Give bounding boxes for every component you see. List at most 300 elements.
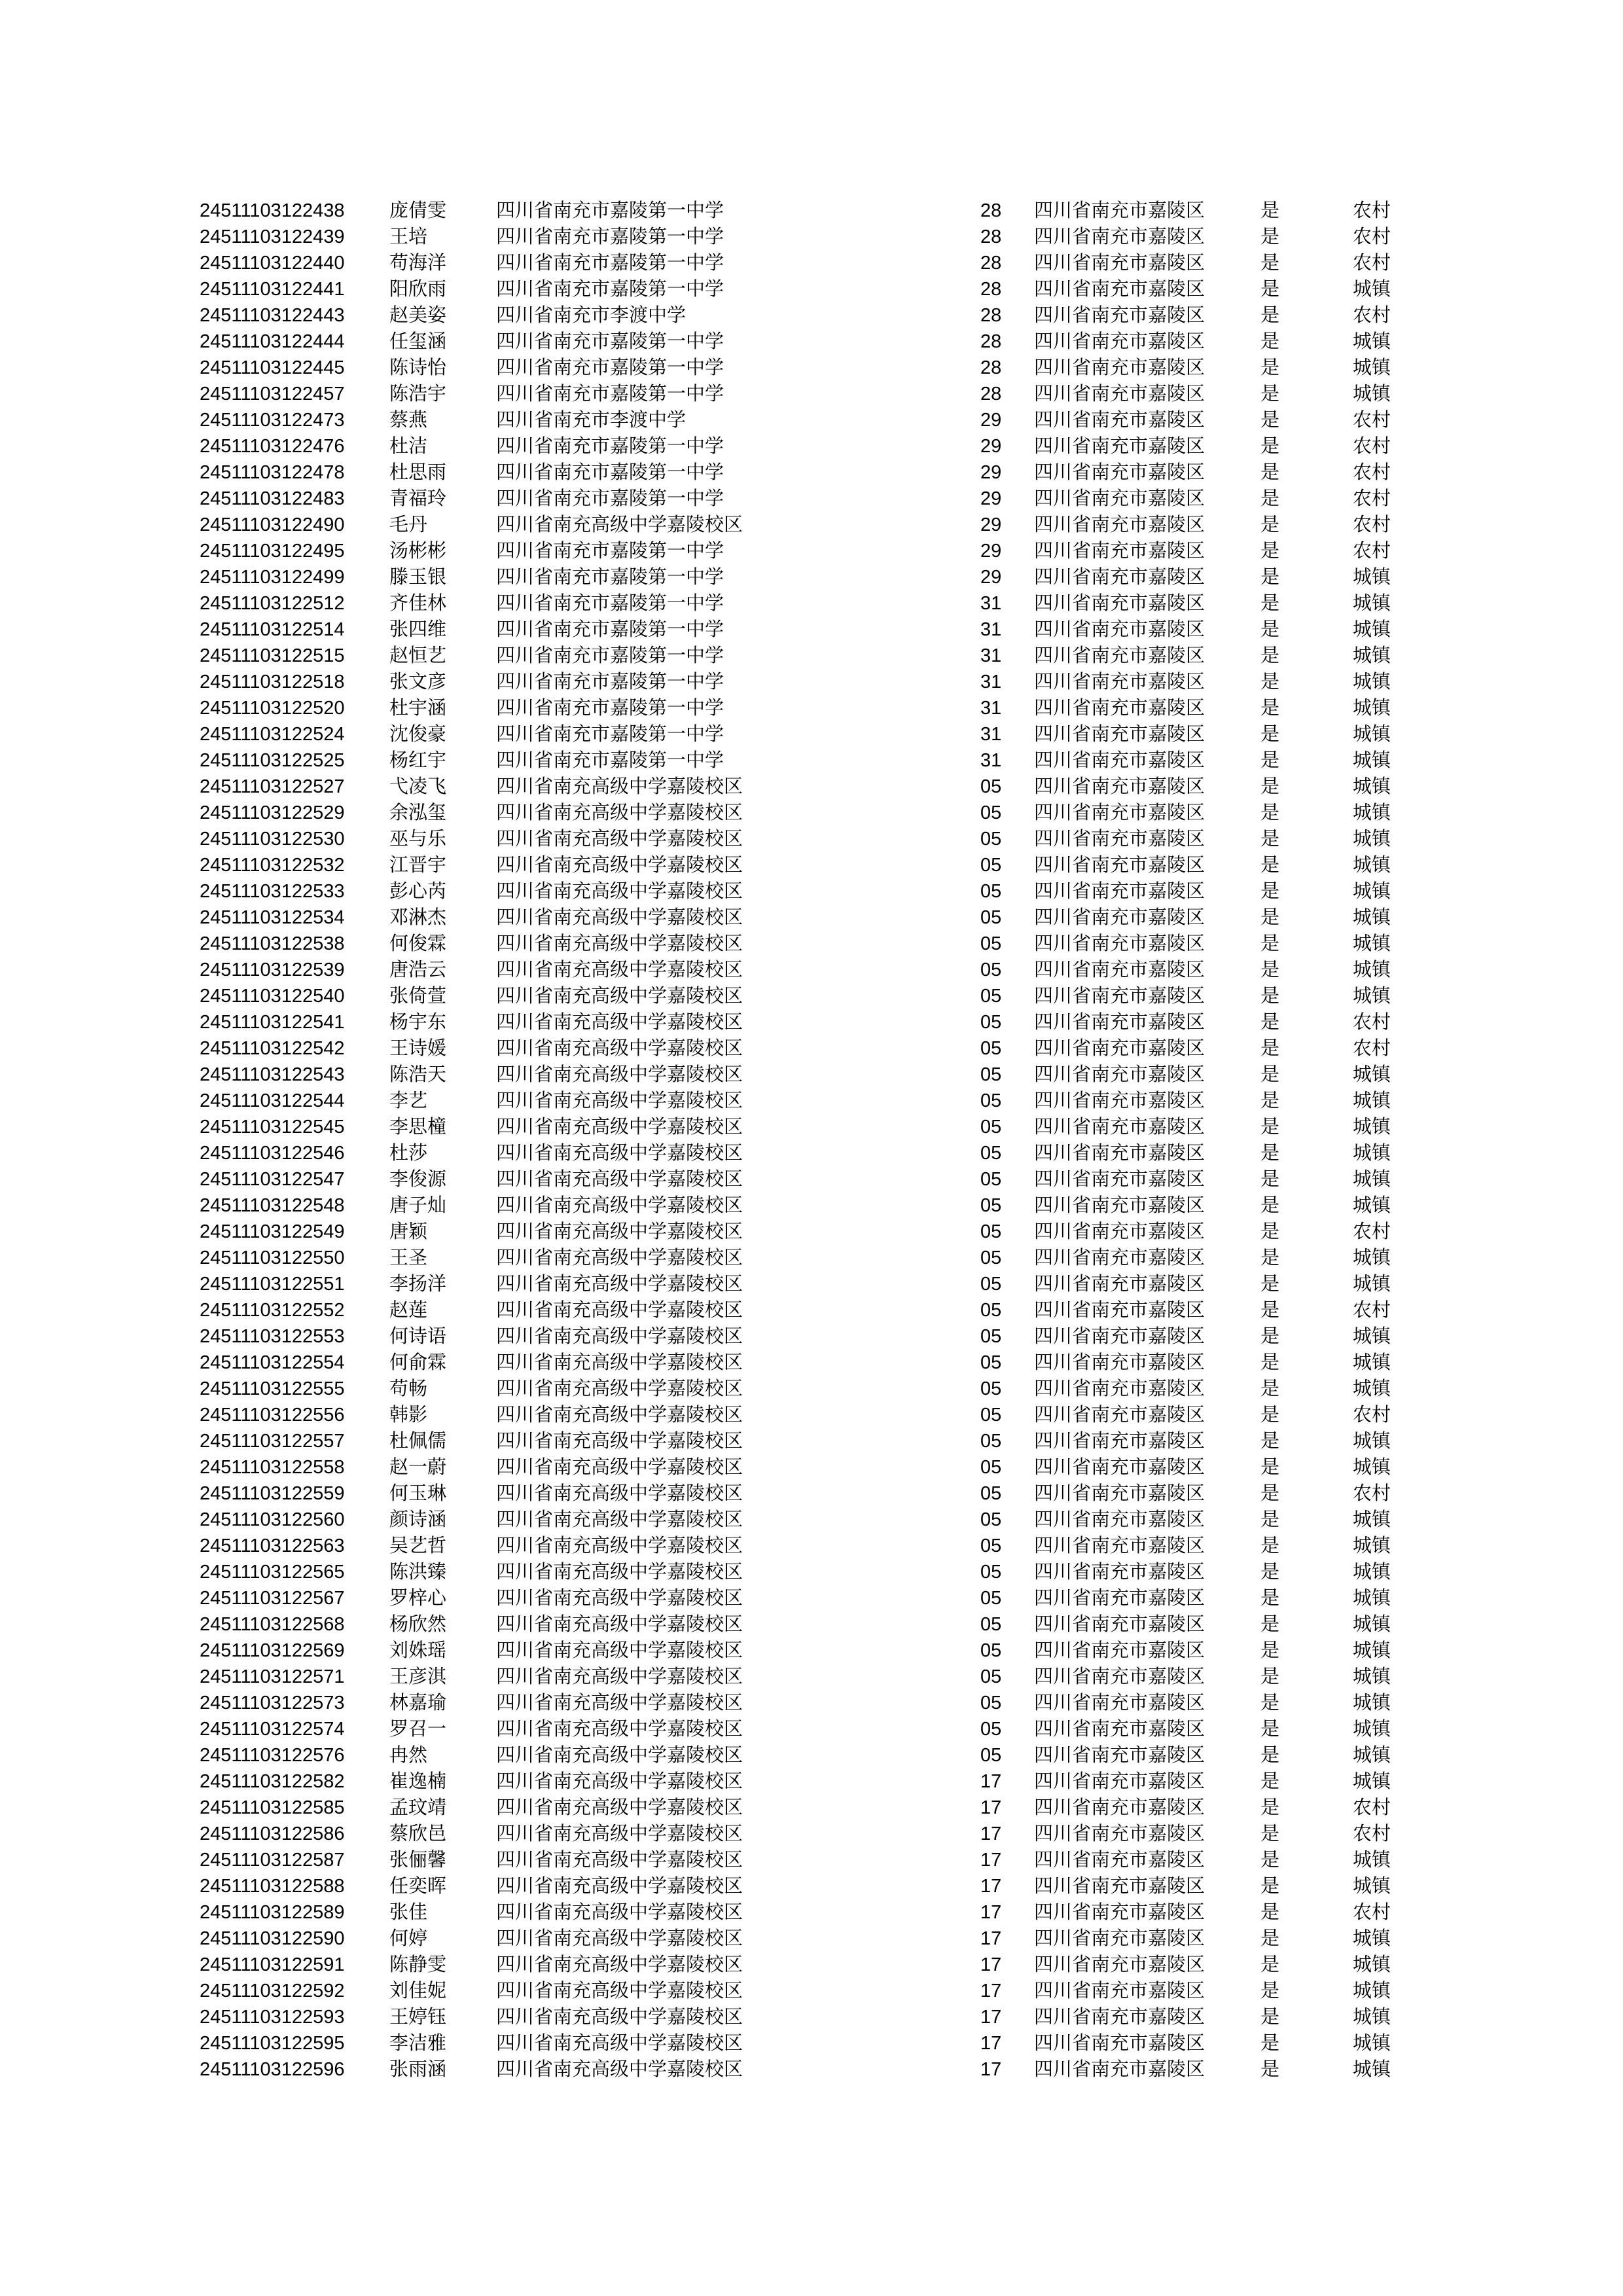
class-code-cell: 05 (980, 802, 1002, 823)
school-cell: 四川省南充市嘉陵第一中学 (496, 462, 724, 483)
school-cell: 四川省南充市嘉陵第一中学 (496, 226, 724, 247)
residence-type-cell: 城镇 (1353, 1588, 1391, 1609)
region-cell: 四川省南充市嘉陵区 (1034, 960, 1205, 980)
student-name-cell: 何俞霖 (389, 1352, 447, 1373)
exam-number-cell: 24511103122540 (200, 986, 345, 1007)
flag-cell: 是 (1260, 541, 1280, 562)
table-row (200, 800, 1412, 826)
class-code-cell: 17 (980, 1876, 1002, 1897)
residence-type-cell: 农村 (1353, 1221, 1391, 1242)
table-row (200, 1035, 1412, 1062)
residence-type-cell: 城镇 (1353, 960, 1391, 980)
exam-number-cell: 24511103122586 (200, 1823, 345, 1844)
student-name-cell: 唐颖 (389, 1221, 428, 1242)
residence-type-cell: 城镇 (1353, 1535, 1391, 1556)
class-code-cell: 29 (980, 462, 1002, 483)
region-cell: 四川省南充市嘉陵区 (1034, 2059, 1205, 2080)
class-code-cell: 05 (980, 1169, 1002, 1190)
flag-cell: 是 (1260, 1981, 1280, 2001)
class-code-cell: 28 (980, 253, 1002, 274)
flag-cell: 是 (1260, 436, 1280, 457)
table-row (200, 774, 1412, 800)
class-code-cell: 05 (980, 1247, 1002, 1268)
table-row (200, 1245, 1412, 1271)
school-cell: 四川省南充高级中学嘉陵校区 (496, 1693, 743, 1713)
student-name-cell: 王彦淇 (389, 1666, 447, 1687)
residence-type-cell: 城镇 (1353, 1090, 1391, 1111)
class-code-cell: 05 (980, 986, 1002, 1007)
region-cell: 四川省南充市嘉陵区 (1034, 1117, 1205, 1138)
student-name-cell: 赵莲 (389, 1300, 428, 1321)
region-cell: 四川省南充市嘉陵区 (1034, 541, 1205, 562)
table-row (200, 1533, 1412, 1559)
residence-type-cell: 城镇 (1353, 1745, 1391, 1766)
flag-cell: 是 (1260, 2059, 1280, 2080)
school-cell: 四川省南充高级中学嘉陵校区 (496, 1640, 743, 1661)
table-row (200, 459, 1412, 486)
table-row (200, 512, 1412, 538)
flag-cell: 是 (1260, 1535, 1280, 1556)
flag-cell: 是 (1260, 1771, 1280, 1792)
flag-cell: 是 (1260, 279, 1280, 300)
class-code-cell: 05 (980, 1562, 1002, 1583)
exam-number-cell: 24511103122559 (200, 1483, 345, 1504)
student-name-cell: 李思橦 (389, 1117, 447, 1138)
school-cell: 四川省南充市嘉陵第一中学 (496, 200, 724, 221)
residence-type-cell: 城镇 (1353, 1693, 1391, 1713)
residence-type-cell: 城镇 (1353, 1169, 1391, 1190)
class-code-cell: 05 (980, 1274, 1002, 1295)
table-row (200, 1795, 1412, 1821)
residence-type-cell: 城镇 (1353, 593, 1391, 614)
residence-type-cell: 城镇 (1353, 357, 1391, 378)
school-cell: 四川省南充高级中学嘉陵校区 (496, 960, 743, 980)
student-name-cell: 赵恒艺 (389, 645, 447, 666)
residence-type-cell: 城镇 (1353, 279, 1391, 300)
school-cell: 四川省南充高级中学嘉陵校区 (496, 1326, 743, 1347)
school-cell: 四川省南充市嘉陵第一中学 (496, 331, 724, 352)
class-code-cell: 05 (980, 907, 1002, 928)
school-cell: 四川省南充高级中学嘉陵校区 (496, 1012, 743, 1033)
school-cell: 四川省南充市嘉陵第一中学 (496, 672, 724, 692)
region-cell: 四川省南充市嘉陵区 (1034, 1352, 1205, 1373)
region-cell: 四川省南充市嘉陵区 (1034, 384, 1205, 404)
region-cell: 四川省南充市嘉陵区 (1034, 1928, 1205, 1949)
region-cell: 四川省南充市嘉陵区 (1034, 1405, 1205, 1426)
class-code-cell: 31 (980, 645, 1002, 666)
table-row (200, 1847, 1412, 1873)
exam-number-cell: 24511103122444 (200, 331, 345, 352)
school-cell: 四川省南充高级中学嘉陵校区 (496, 1274, 743, 1295)
exam-number-cell: 24511103122552 (200, 1300, 345, 1321)
exam-number-cell: 24511103122546 (200, 1143, 345, 1164)
student-table (200, 198, 1412, 2083)
flag-cell: 是 (1260, 1588, 1280, 1609)
table-row (200, 695, 1412, 721)
residence-type-cell: 城镇 (1353, 384, 1391, 404)
region-cell: 四川省南充市嘉陵区 (1034, 1719, 1205, 1740)
student-name-cell: 弋凌飞 (389, 776, 447, 797)
flag-cell: 是 (1260, 1169, 1280, 1190)
school-cell: 四川省南充市李渡中学 (496, 305, 687, 326)
residence-type-cell: 城镇 (1353, 1431, 1391, 1452)
table-row (200, 1585, 1412, 1611)
region-cell: 四川省南充市嘉陵区 (1034, 1693, 1205, 1713)
table-row (200, 198, 1412, 224)
student-name-cell: 何俊霖 (389, 933, 447, 954)
region-cell: 四川省南充市嘉陵区 (1034, 226, 1205, 247)
student-name-cell: 陈浩天 (389, 1064, 447, 1085)
exam-number-cell: 24511103122483 (200, 488, 345, 509)
region-cell: 四川省南充市嘉陵区 (1034, 1195, 1205, 1216)
table-row (200, 905, 1412, 931)
student-name-cell: 孟玟靖 (389, 1797, 447, 1818)
class-code-cell: 05 (980, 855, 1002, 876)
region-cell: 四川省南充市嘉陵区 (1034, 514, 1205, 535)
residence-type-cell: 城镇 (1353, 1850, 1391, 1871)
table-row (200, 1926, 1412, 1952)
region-cell: 四川省南充市嘉陵区 (1034, 253, 1205, 274)
exam-number-cell: 24511103122538 (200, 933, 345, 954)
exam-number-cell: 24511103122582 (200, 1771, 345, 1792)
residence-type-cell: 农村 (1353, 462, 1391, 483)
exam-number-cell: 24511103122445 (200, 357, 345, 378)
exam-number-cell: 24511103122568 (200, 1614, 345, 1635)
region-cell: 四川省南充市嘉陵区 (1034, 724, 1205, 745)
flag-cell: 是 (1260, 1693, 1280, 1713)
class-code-cell: 31 (980, 593, 1002, 614)
exam-number-cell: 24511103122439 (200, 226, 345, 247)
class-code-cell: 17 (980, 2059, 1002, 2080)
region-cell: 四川省南充市嘉陵区 (1034, 802, 1205, 823)
school-cell: 四川省南充市嘉陵第一中学 (496, 593, 724, 614)
region-cell: 四川省南充市嘉陵区 (1034, 933, 1205, 954)
table-row (200, 329, 1412, 355)
flag-cell: 是 (1260, 1143, 1280, 1164)
table-row (200, 2056, 1412, 2083)
school-cell: 四川省南充市李渡中学 (496, 410, 687, 431)
table-row (200, 1978, 1412, 2004)
student-name-cell: 罗梓心 (389, 1588, 447, 1609)
flag-cell: 是 (1260, 1850, 1280, 1871)
flag-cell: 是 (1260, 1797, 1280, 1818)
flag-cell: 是 (1260, 1483, 1280, 1504)
region-cell: 四川省南充市嘉陵区 (1034, 593, 1205, 614)
table-row (200, 1114, 1412, 1140)
student-name-cell: 李艺 (389, 1090, 428, 1111)
residence-type-cell: 城镇 (1353, 1326, 1391, 1347)
class-code-cell: 17 (980, 1981, 1002, 2001)
flag-cell: 是 (1260, 933, 1280, 954)
flag-cell: 是 (1260, 1064, 1280, 1085)
exam-number-cell: 24511103122530 (200, 829, 345, 850)
school-cell: 四川省南充高级中学嘉陵校区 (496, 1535, 743, 1556)
residence-type-cell: 城镇 (1353, 1378, 1391, 1399)
region-cell: 四川省南充市嘉陵区 (1034, 2007, 1205, 2028)
residence-type-cell: 城镇 (1353, 619, 1391, 640)
class-code-cell: 05 (980, 1693, 1002, 1713)
student-name-cell: 蔡欣邑 (389, 1823, 447, 1844)
table-row (200, 1297, 1412, 1323)
table-row (200, 878, 1412, 905)
class-code-cell: 05 (980, 1326, 1002, 1347)
residence-type-cell: 农村 (1353, 488, 1391, 509)
school-cell: 四川省南充高级中学嘉陵校区 (496, 1588, 743, 1609)
table-row (200, 1768, 1412, 1795)
flag-cell: 是 (1260, 1640, 1280, 1661)
table-row (200, 1166, 1412, 1193)
class-code-cell: 05 (980, 1378, 1002, 1399)
class-code-cell: 17 (980, 1928, 1002, 1949)
class-code-cell: 05 (980, 1405, 1002, 1426)
school-cell: 四川省南充市嘉陵第一中学 (496, 436, 724, 457)
class-code-cell: 05 (980, 1064, 1002, 1085)
school-cell: 四川省南充高级中学嘉陵校区 (496, 1247, 743, 1268)
school-cell: 四川省南充高级中学嘉陵校区 (496, 1614, 743, 1635)
exam-number-cell: 24511103122520 (200, 698, 345, 719)
table-row (200, 747, 1412, 774)
school-cell: 四川省南充高级中学嘉陵校区 (496, 2007, 743, 2028)
exam-number-cell: 24511103122495 (200, 541, 345, 562)
student-name-cell: 阳欣雨 (389, 279, 447, 300)
region-cell: 四川省南充市嘉陵区 (1034, 2033, 1205, 2054)
class-code-cell: 28 (980, 384, 1002, 404)
exam-number-cell: 24511103122563 (200, 1535, 345, 1556)
school-cell: 四川省南充高级中学嘉陵校区 (496, 933, 743, 954)
residence-type-cell: 城镇 (1353, 907, 1391, 928)
school-cell: 四川省南充高级中学嘉陵校区 (496, 1666, 743, 1687)
exam-number-cell: 24511103122576 (200, 1745, 345, 1766)
exam-number-cell: 24511103122550 (200, 1247, 345, 1268)
exam-number-cell: 24511103122557 (200, 1431, 345, 1452)
region-cell: 四川省南充市嘉陵区 (1034, 331, 1205, 352)
student-name-cell: 齐佳林 (389, 593, 447, 614)
student-name-cell: 陈洪臻 (389, 1562, 447, 1583)
class-code-cell: 31 (980, 619, 1002, 640)
region-cell: 四川省南充市嘉陵区 (1034, 1745, 1205, 1766)
school-cell: 四川省南充市嘉陵第一中学 (496, 567, 724, 588)
table-row (200, 590, 1412, 617)
residence-type-cell: 城镇 (1353, 331, 1391, 352)
flag-cell: 是 (1260, 1876, 1280, 1897)
exam-number-cell: 24511103122545 (200, 1117, 345, 1138)
flag-cell: 是 (1260, 829, 1280, 850)
school-cell: 四川省南充高级中学嘉陵校区 (496, 1300, 743, 1321)
region-cell: 四川省南充市嘉陵区 (1034, 1876, 1205, 1897)
school-cell: 四川省南充高级中学嘉陵校区 (496, 1823, 743, 1844)
class-code-cell: 17 (980, 2033, 1002, 2054)
region-cell: 四川省南充市嘉陵区 (1034, 1771, 1205, 1792)
flag-cell: 是 (1260, 1247, 1280, 1268)
exam-number-cell: 24511103122541 (200, 1012, 345, 1033)
residence-type-cell: 城镇 (1353, 933, 1391, 954)
exam-number-cell: 24511103122591 (200, 1954, 345, 1975)
school-cell: 四川省南充市嘉陵第一中学 (496, 384, 724, 404)
residence-type-cell: 城镇 (1353, 1876, 1391, 1897)
class-code-cell: 31 (980, 724, 1002, 745)
exam-number-cell: 24511103122478 (200, 462, 345, 483)
exam-number-cell: 24511103122529 (200, 802, 345, 823)
school-cell: 四川省南充市嘉陵第一中学 (496, 541, 724, 562)
school-cell: 四川省南充高级中学嘉陵校区 (496, 1797, 743, 1818)
region-cell: 四川省南充市嘉陵区 (1034, 1640, 1205, 1661)
school-cell: 四川省南充高级中学嘉陵校区 (496, 1509, 743, 1530)
residence-type-cell: 城镇 (1353, 1562, 1391, 1583)
table-row (200, 2030, 1412, 2056)
flag-cell: 是 (1260, 226, 1280, 247)
school-cell: 四川省南充市嘉陵第一中学 (496, 750, 724, 771)
residence-type-cell: 农村 (1353, 1483, 1391, 1504)
residence-type-cell: 农村 (1353, 305, 1391, 326)
region-cell: 四川省南充市嘉陵区 (1034, 619, 1205, 640)
table-row (200, 617, 1412, 643)
exam-number-cell: 24511103122585 (200, 1797, 345, 1818)
school-cell: 四川省南充高级中学嘉陵校区 (496, 1457, 743, 1478)
school-cell: 四川省南充高级中学嘉陵校区 (496, 1038, 743, 1059)
exam-number-cell: 24511103122553 (200, 1326, 345, 1347)
exam-number-cell: 24511103122573 (200, 1693, 345, 1713)
region-cell: 四川省南充市嘉陵区 (1034, 1221, 1205, 1242)
student-name-cell: 杨宇东 (389, 1012, 447, 1033)
school-cell: 四川省南充高级中学嘉陵校区 (496, 855, 743, 876)
exam-number-cell: 24511103122551 (200, 1274, 345, 1295)
class-code-cell: 05 (980, 1745, 1002, 1766)
student-name-cell: 吴艺哲 (389, 1535, 447, 1556)
flag-cell: 是 (1260, 724, 1280, 745)
exam-number-cell: 24511103122524 (200, 724, 345, 745)
exam-number-cell: 24511103122473 (200, 410, 345, 431)
student-table-body (200, 198, 1412, 2083)
residence-type-cell: 城镇 (1353, 1928, 1391, 1949)
student-name-cell: 杜宇涵 (389, 698, 447, 719)
school-cell: 四川省南充高级中学嘉陵校区 (496, 1954, 743, 1975)
class-code-cell: 05 (980, 1509, 1002, 1530)
class-code-cell: 31 (980, 672, 1002, 692)
table-row (200, 721, 1412, 747)
student-name-cell: 何玉琳 (389, 1483, 447, 1504)
table-row (200, 1507, 1412, 1533)
exam-number-cell: 24511103122593 (200, 2007, 345, 2028)
region-cell: 四川省南充市嘉陵区 (1034, 1509, 1205, 1530)
region-cell: 四川省南充市嘉陵区 (1034, 750, 1205, 771)
region-cell: 四川省南充市嘉陵区 (1034, 567, 1205, 588)
residence-type-cell: 城镇 (1353, 1614, 1391, 1635)
student-name-cell: 颜诗涵 (389, 1509, 447, 1530)
region-cell: 四川省南充市嘉陵区 (1034, 1431, 1205, 1452)
table-row (200, 1638, 1412, 1664)
class-code-cell: 05 (980, 1195, 1002, 1216)
table-row (200, 931, 1412, 957)
class-code-cell: 05 (980, 1352, 1002, 1373)
exam-number-cell: 24511103122438 (200, 200, 345, 221)
table-row (200, 1271, 1412, 1297)
table-row (200, 1088, 1412, 1114)
class-code-cell: 05 (980, 1300, 1002, 1321)
table-row (200, 250, 1412, 276)
exam-number-cell: 24511103122539 (200, 960, 345, 980)
flag-cell: 是 (1260, 462, 1280, 483)
school-cell: 四川省南充市嘉陵第一中学 (496, 253, 724, 274)
class-code-cell: 31 (980, 750, 1002, 771)
exam-number-cell: 24511103122556 (200, 1405, 345, 1426)
residence-type-cell: 城镇 (1353, 1274, 1391, 1295)
exam-number-cell: 24511103122441 (200, 279, 345, 300)
flag-cell: 是 (1260, 1352, 1280, 1373)
class-code-cell: 05 (980, 1719, 1002, 1740)
student-name-cell: 张文彦 (389, 672, 447, 692)
table-row (200, 1062, 1412, 1088)
exam-number-cell: 24511103122534 (200, 907, 345, 928)
residence-type-cell: 农村 (1353, 541, 1391, 562)
exam-number-cell: 24511103122440 (200, 253, 345, 274)
flag-cell: 是 (1260, 567, 1280, 588)
exam-number-cell: 24511103122518 (200, 672, 345, 692)
table-row (200, 564, 1412, 590)
table-row (200, 355, 1412, 381)
flag-cell: 是 (1260, 1928, 1280, 1949)
region-cell: 四川省南充市嘉陵区 (1034, 1823, 1205, 1844)
school-cell: 四川省南充高级中学嘉陵校区 (496, 1090, 743, 1111)
residence-type-cell: 农村 (1353, 1902, 1391, 1923)
school-cell: 四川省南充高级中学嘉陵校区 (496, 1483, 743, 1504)
class-code-cell: 29 (980, 514, 1002, 535)
residence-type-cell: 城镇 (1353, 802, 1391, 823)
table-row (200, 1193, 1412, 1219)
student-name-cell: 何诗语 (389, 1326, 447, 1347)
residence-type-cell: 城镇 (1353, 776, 1391, 797)
region-cell: 四川省南充市嘉陵区 (1034, 1850, 1205, 1871)
class-code-cell: 05 (980, 1614, 1002, 1635)
student-name-cell: 陈浩宇 (389, 384, 447, 404)
region-cell: 四川省南充市嘉陵区 (1034, 1954, 1205, 1975)
flag-cell: 是 (1260, 1195, 1280, 1216)
flag-cell: 是 (1260, 1326, 1280, 1347)
flag-cell: 是 (1260, 1274, 1280, 1295)
region-cell: 四川省南充市嘉陵区 (1034, 698, 1205, 719)
flag-cell: 是 (1260, 200, 1280, 221)
class-code-cell: 17 (980, 1797, 1002, 1818)
residence-type-cell: 城镇 (1353, 1640, 1391, 1661)
class-code-cell: 05 (980, 960, 1002, 980)
region-cell: 四川省南充市嘉陵区 (1034, 1064, 1205, 1085)
region-cell: 四川省南充市嘉陵区 (1034, 410, 1205, 431)
flag-cell: 是 (1260, 802, 1280, 823)
table-row (200, 852, 1412, 878)
flag-cell: 是 (1260, 672, 1280, 692)
class-code-cell: 17 (980, 1771, 1002, 1792)
region-cell: 四川省南充市嘉陵区 (1034, 1483, 1205, 1504)
school-cell: 四川省南充市嘉陵第一中学 (496, 357, 724, 378)
class-code-cell: 05 (980, 1457, 1002, 1478)
flag-cell: 是 (1260, 593, 1280, 614)
exam-number-cell: 24511103122589 (200, 1902, 345, 1923)
flag-cell: 是 (1260, 855, 1280, 876)
region-cell: 四川省南充市嘉陵区 (1034, 305, 1205, 326)
class-code-cell: 05 (980, 1012, 1002, 1033)
student-name-cell: 杨红宇 (389, 750, 447, 771)
residence-type-cell: 城镇 (1353, 2033, 1391, 2054)
student-name-cell: 李扬洋 (389, 1274, 447, 1295)
class-code-cell: 05 (980, 933, 1002, 954)
flag-cell: 是 (1260, 1221, 1280, 1242)
residence-type-cell: 农村 (1353, 1797, 1391, 1818)
student-name-cell: 张佳 (389, 1902, 428, 1923)
school-cell: 四川省南充高级中学嘉陵校区 (496, 1902, 743, 1923)
student-name-cell: 汤彬彬 (389, 541, 447, 562)
student-name-cell: 杨欣然 (389, 1614, 447, 1635)
flag-cell: 是 (1260, 488, 1280, 509)
student-name-cell: 王圣 (389, 1247, 428, 1268)
